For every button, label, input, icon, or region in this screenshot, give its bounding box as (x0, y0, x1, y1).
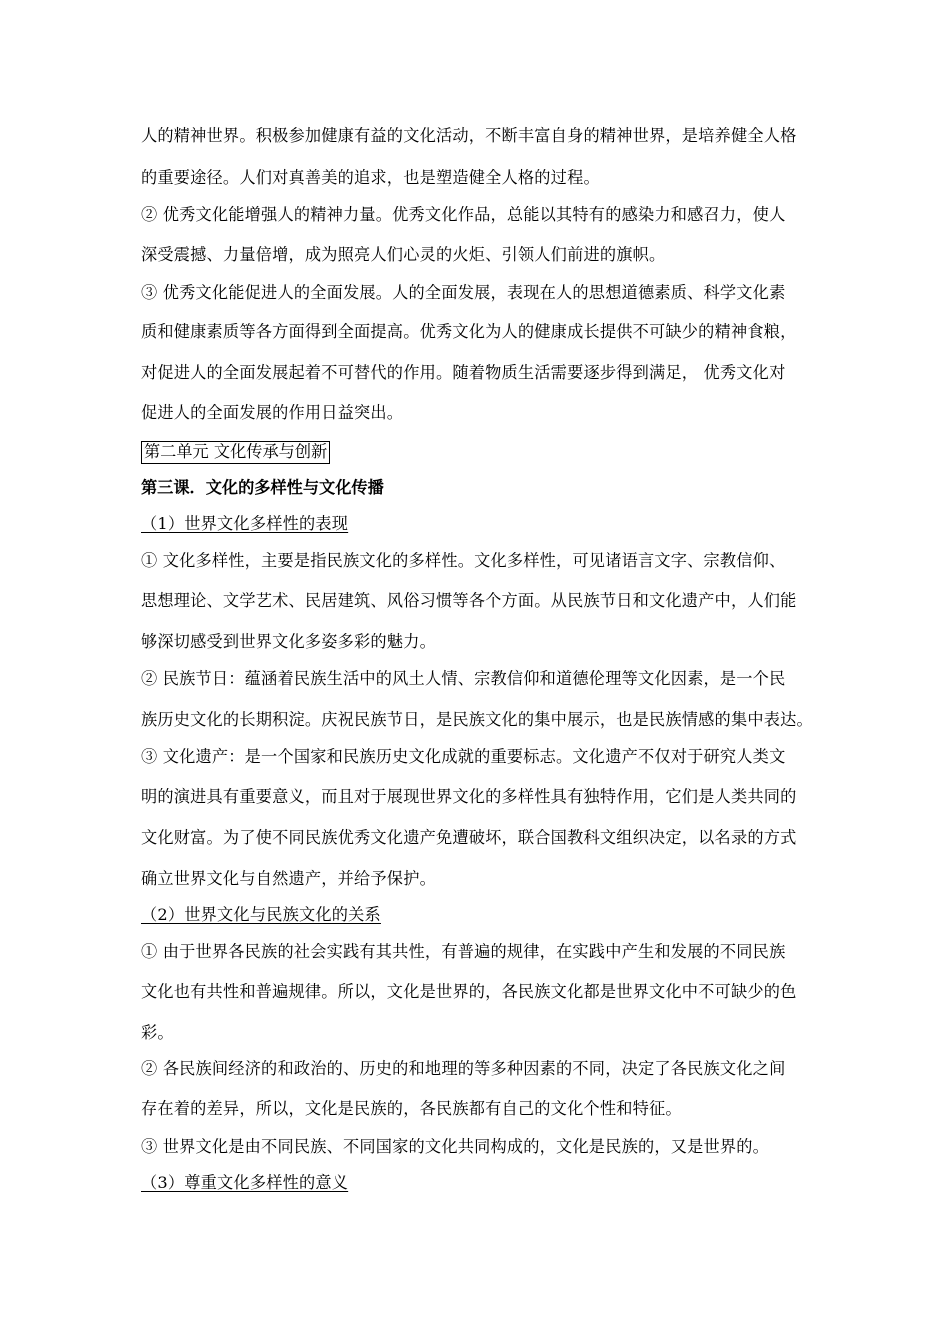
section1-heading: （1）世界文化多样性的表现 (141, 514, 349, 533)
text-line: 明的演进具有重要意义，而且对于展现世界文化的多样性具有独特作用，它们是人类共同的 (141, 787, 797, 806)
text-line: 的重要途径。人们对真善美的追求，也是塑造健全人格的过程。 (141, 168, 600, 187)
text-line: 深受震撼、力量倍增，成为照亮人们心灵的火炬、引领人们前进的旗帜。 (141, 245, 666, 264)
text-line: ② 各民族间经济的和政治的、历史的和地理的等多种因素的不同，决定了各民族文化之间 (141, 1059, 786, 1078)
text-line: ① 文化多样性，主要是指民族文化的多样性。文化多样性，可见诸语言文字、宗教信仰、 (141, 551, 786, 570)
section3-heading: （3）尊重文化多样性的意义 (141, 1173, 349, 1192)
section2-heading: （2）世界文化与民族文化的关系 (141, 905, 381, 924)
text-line: 思想理论、文学艺术、民居建筑、风俗习惯等各个方面。从民族节日和文化遗产中，人们能 (141, 591, 797, 610)
text-line: 确立世界文化与自然遗产，并给予保护。 (141, 869, 436, 888)
text-line: 促进人的全面发展的作用日益突出。 (141, 403, 404, 422)
text-line: ③ 优秀文化能促进人的全面发展。人的全面发展，表现在人的思想道德素质、科学文化素 (141, 283, 786, 302)
text-line: 人的精神世界。积极参加健康有益的文化活动，不断丰富自身的精神世界，是培养健全人格 (141, 126, 797, 145)
unit-title: 第二单元 文化传承与创新 (141, 441, 330, 464)
text-line: 彩。 (141, 1023, 174, 1042)
text-line: 质和健康素质等各方面得到全面提高。优秀文化为人的健康成长提供不可缺少的精神食粮， (141, 322, 797, 341)
lesson-title: 第三课．文化的多样性与文化传播 (141, 478, 384, 497)
text-line: ② 民族节日：蕴涵着民族生活中的风土人情、宗教信仰和道德伦理等文化因素，是一个民 (141, 669, 786, 688)
text-line: 存在着的差异，所以，文化是民族的，各民族都有自己的文化个性和特征。 (141, 1099, 682, 1118)
text-line: 够深切感受到世界文化多姿多彩的魅力。 (141, 632, 436, 651)
text-line: 文化也有共性和普遍规律。所以，文化是世界的，各民族文化都是世界文化中不可缺少的色 (141, 982, 797, 1001)
text-line: 文化财富。为了使不同民族优秀文化遗产免遭破坏，联合国教科文组织决定，以名录的方式 (141, 828, 797, 847)
text-line: 族历史文化的长期积淀。庆祝民族节日，是民族文化的集中展示，也是民族情感的集中表达。 (141, 710, 813, 729)
text-line: ③ 世界文化是由不同民族、不同国家的文化共同构成的，文化是民族的，又是世界的。 (141, 1137, 770, 1156)
text-line: ③ 文化遗产：是一个国家和民族历史文化成就的重要标志。文化遗产不仅对于研究人类文 (141, 747, 786, 766)
text-line: 对促进人的全面发展起着不可替代的作用。随着物质生活需要逐步得到满足， 优秀文化对 (141, 363, 786, 382)
text-line: ① 由于世界各民族的社会实践有其共性，有普遍的规律，在实践中产生和发展的不同民族 (141, 942, 786, 961)
text-line: ② 优秀文化能增强人的精神力量。优秀文化作品，总能以其特有的感染力和感召力，使人 (141, 205, 786, 224)
